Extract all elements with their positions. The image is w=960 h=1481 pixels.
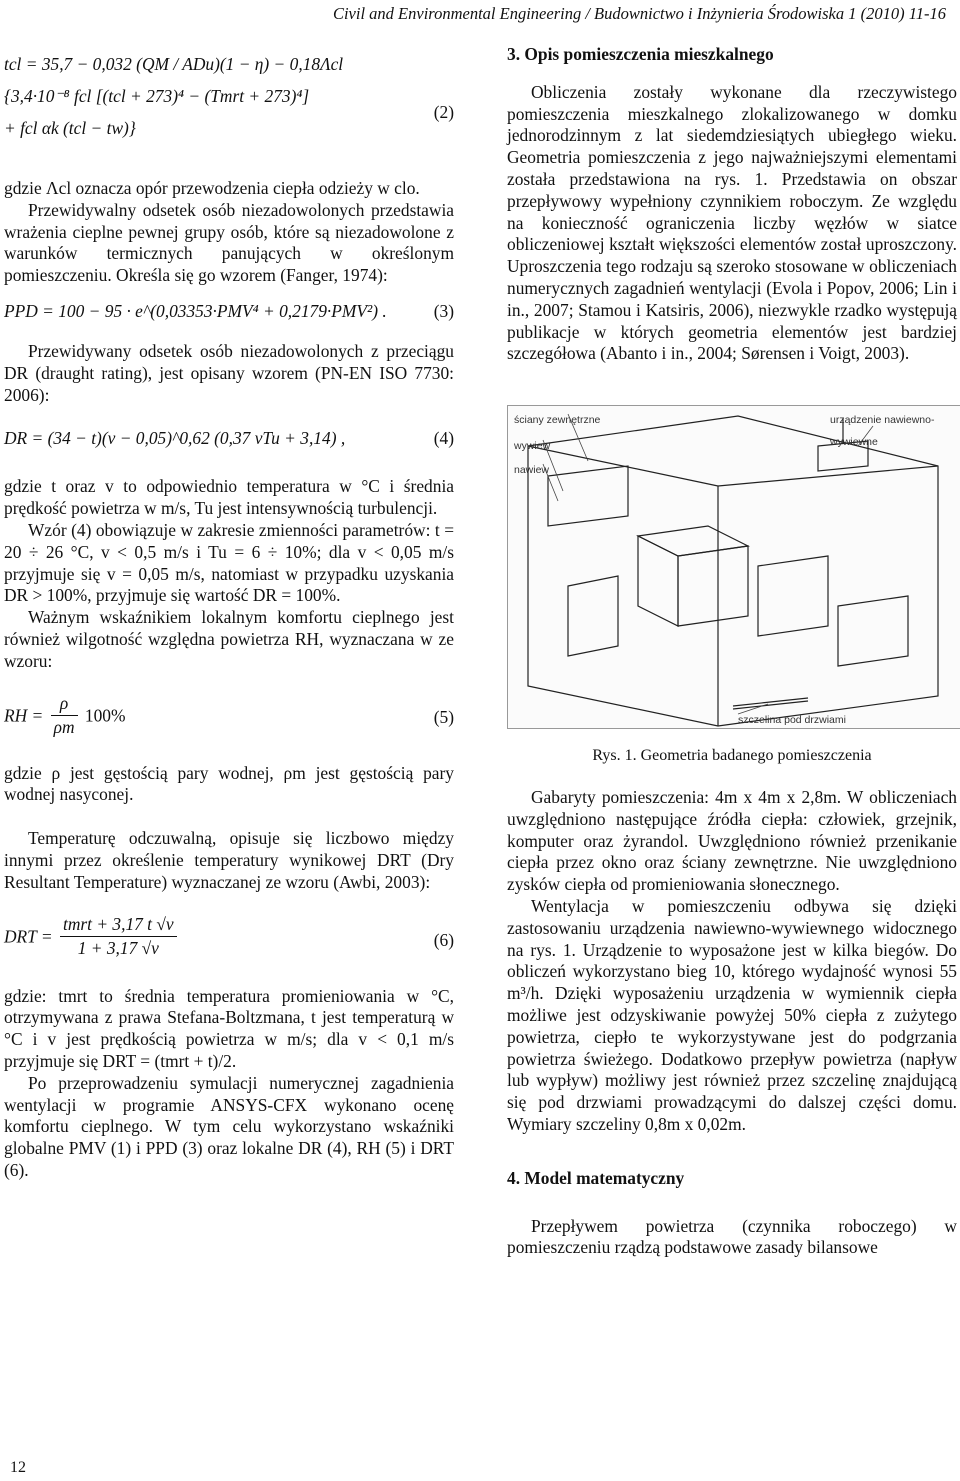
label-inlet: nawiew xyxy=(514,464,550,477)
equation-5-lhs: RH = xyxy=(4,704,44,725)
room-geometry-figure xyxy=(507,405,960,729)
paragraph: Wzór (4) obowiązuje w zakresie zmienności parametrów: t = 20 ÷ 26 °C, v < 0,5 m/s i Tu = 6 ÷ 10%; dla v < 0,05 m/s przyjmuje się v = 0,05 m/s, natomiast w przypadku uzyskania DR > 100%, przyjmuje się wartość DR = 100%. xyxy=(4,519,454,606)
equation-6-number: (6) xyxy=(433,929,454,950)
equation-3-number: (3) xyxy=(433,300,454,321)
equation-5-fraction xyxy=(51,693,78,740)
paragraph: Przepływem powietrza (czynnika roboczego) w pomieszczeniu rządzą podstawowe zasady bilansowe xyxy=(507,1215,957,1258)
equation-4-number: (4) xyxy=(433,428,454,449)
equation-5-numerator: ρ xyxy=(51,693,78,717)
equation-2-line-3: + fcl αk (tcl − tw)} xyxy=(4,117,136,138)
page-number: 12 xyxy=(10,1459,26,1476)
equation-5-denominator: ρm xyxy=(53,717,75,738)
right-column xyxy=(507,40,957,1259)
equation-3-text: PPD = 100 − 95 · e^(0,03353·PMV⁴ + 0,2179·PMV²) . xyxy=(4,300,387,321)
paragraph: Ważnym wskaźnikiem lokalnym komfortu cieplnego jest również wilgotność względna powietrza RH, wyznaczana w ze wzoru: xyxy=(4,607,454,671)
paragraph: Gabaryty pomieszczenia: 4m x 4m x 2,8m. W obliczeniach uwzględniono następujące źródła ciepła: człowiek, grzejnik, komputer oraz żyrandol. Uwzględniono również przenikanie ciepła przez okno oraz ściany zewnętrzne. Nie uwzględniono zysków ciepła od promieniowania słonecznego. xyxy=(507,786,957,895)
equation-3 xyxy=(4,301,454,327)
equation-2-line-2: {3,4·10⁻⁸ fcl [(tcl + 273)⁴ − (Tmrt + 273)⁴] xyxy=(4,85,310,106)
label-walls: ściany zewnętrzne xyxy=(514,414,601,427)
paragraph: Obliczenia zostały wykonane dla rzeczywistego pomieszczenia mieszkalnego zlokalizowanego w domku jednorodzinnym z lat siedemdziesiątych ubiegłego wieku. Geometria pomieszczenia z jego najważniejszymi elementami została przedstawiona na rys. 1. Przedstawia on obszar przepływowy wypełniony czynnikiem roboczym. Ze względu na konieczność ograniczenia liczby węzłów w siatce obliczeniowej kształt większości elementów został uproszczony. Uproszczenia tego rodzaju są szeroko stosowane w obliczeniach numerycznych zagadnień wentylacji (Evola i Popov, 2006; Lin i in., 2007; Stamou i Katsiris, 2006), niezwykle rzadko występują publikacje w których geometria elementów jest bardziej szczegółowa (Abanto i in., 2004; Sørensen i Voigt, 2003). xyxy=(507,81,957,364)
paragraph: Przewidywany odsetek osób niezadowolonych z przeciągu DR (draught rating), jest opisany wzorem (PN-EN ISO 7730: 2006): xyxy=(4,340,454,405)
equation-5 xyxy=(4,693,454,743)
label-outlet: wywiew xyxy=(514,440,551,453)
equation-5-rhs: 100% xyxy=(84,704,126,725)
left-column xyxy=(4,40,454,1182)
paragraph: Przewidywalny odsetek osób niezadowolonych przedstawia wrażenia cieplne pewnej grupy osób, które są niezadowolone z warunków termicznych panujących w określonym pomieszczeniu. Określa się go wzorem (Fanger, 1974): xyxy=(4,199,454,286)
equation-2-number: (2) xyxy=(433,102,454,122)
section-title: 3. Opis pomieszczenia mieszkalnego xyxy=(507,44,774,64)
paragraph: gdzie ρ jest gęstością pary wodnej, ρm jest gęstością pary wodnej nasyconej. xyxy=(4,762,454,805)
paragraph: gdzie Λcl oznacza opór przewodzenia ciepła odzieży w clo. xyxy=(4,178,420,198)
label-gap: szczelina pod drzwiami xyxy=(738,714,846,727)
paragraph: Po przeprowadzeniu symulacji numerycznej zagadnienia wentylacji w programie ANSYS-CFX wykonano ocenę komfortu cieplnego. W tym celu wykorzystano wskaźniki globalne PMV (1) i PPD (3) oraz lokalne DR (4), RH (5) i DRT (6). xyxy=(4,1072,454,1180)
label-device: urządzenie nawiewno-wywiewne xyxy=(830,414,935,448)
equation-4-text: DR = (34 − t)(v − 0,05)^0,62 (0,37 vTu + 3,14) , xyxy=(4,428,346,449)
equation-2-line-1: tcl = 35,7 − 0,032 (QM / ADu)(1 − η) − 0,18Λcl xyxy=(4,54,344,74)
room-geometry-drawing xyxy=(508,406,960,728)
equation-2 xyxy=(4,54,454,166)
equation-6-numerator: tmrt + 3,17 t √v xyxy=(60,914,177,938)
figure-caption: Rys. 1. Geometria badanego pomieszczenia xyxy=(592,747,872,765)
section-title: 4. Model matematyczny xyxy=(507,1167,685,1188)
paragraph: gdzie t oraz v to odpowiednio temperatura w °C i średnia prędkość powietrza w m/s, Tu jest intensywnością turbulencji. xyxy=(4,476,454,519)
equation-6-denominator: 1 + 3,17 √v xyxy=(77,938,159,959)
equation-6-lhs: DRT = xyxy=(4,925,53,946)
equation-5-number: (5) xyxy=(433,706,454,727)
paragraph: Wentylacja w pomieszczeniu odbywa się dzięki zastosowaniu urządzenia nawiewno-wywiewnego widocznego na rys. 1. Urządzenie to wyposażone jest w kilka biegów. Do obliczeń wykorzystano bieg 10, którego wydajność wynosi 55 m³/h. Dzięki wyposażeniu urządzenia w wymiennik ciepła możliwe jest odzyskiwanie powyżej 50% ciepła z zużytego powietrza, ciepło te wykorzystywane jest do podgrzania powietrza świeżego. Dodatkowo przepływ powietrza (napływ lub wypływ) możliwy jest również przez szczelinę znajdującą się pod drzwiami prowadzącymi do dalszej części domu. Wymiary szczeliny 0,8m x 0,02m. xyxy=(507,895,957,1134)
paragraph: Temperaturę odczuwalną, opisuje się liczbowo między innymi przez określenie temperatury wynikowej DRT (Dry Resultant Temperature) wyznaczanej ze wzoru (Awbi, 2003): xyxy=(4,828,454,892)
running-header: Civil and Environmental Engineering / Budownictwo i Inżynieria Środowiska 1 (2010) 11-16 xyxy=(332,4,946,23)
equation-4 xyxy=(4,428,454,454)
paragraph: gdzie: tmrt to średnia temperatura promieniowania w °C, otrzymywana z prawa Stefana-Boltzmana, t jest temperaturą w °C i v jest prędkością powietrza w m/s; dla v < 0,1 m/s przyjmuje się DRT = (tmrt + t)/2. xyxy=(4,985,454,1071)
equation-6 xyxy=(4,914,454,968)
equation-6-fraction xyxy=(60,914,177,961)
